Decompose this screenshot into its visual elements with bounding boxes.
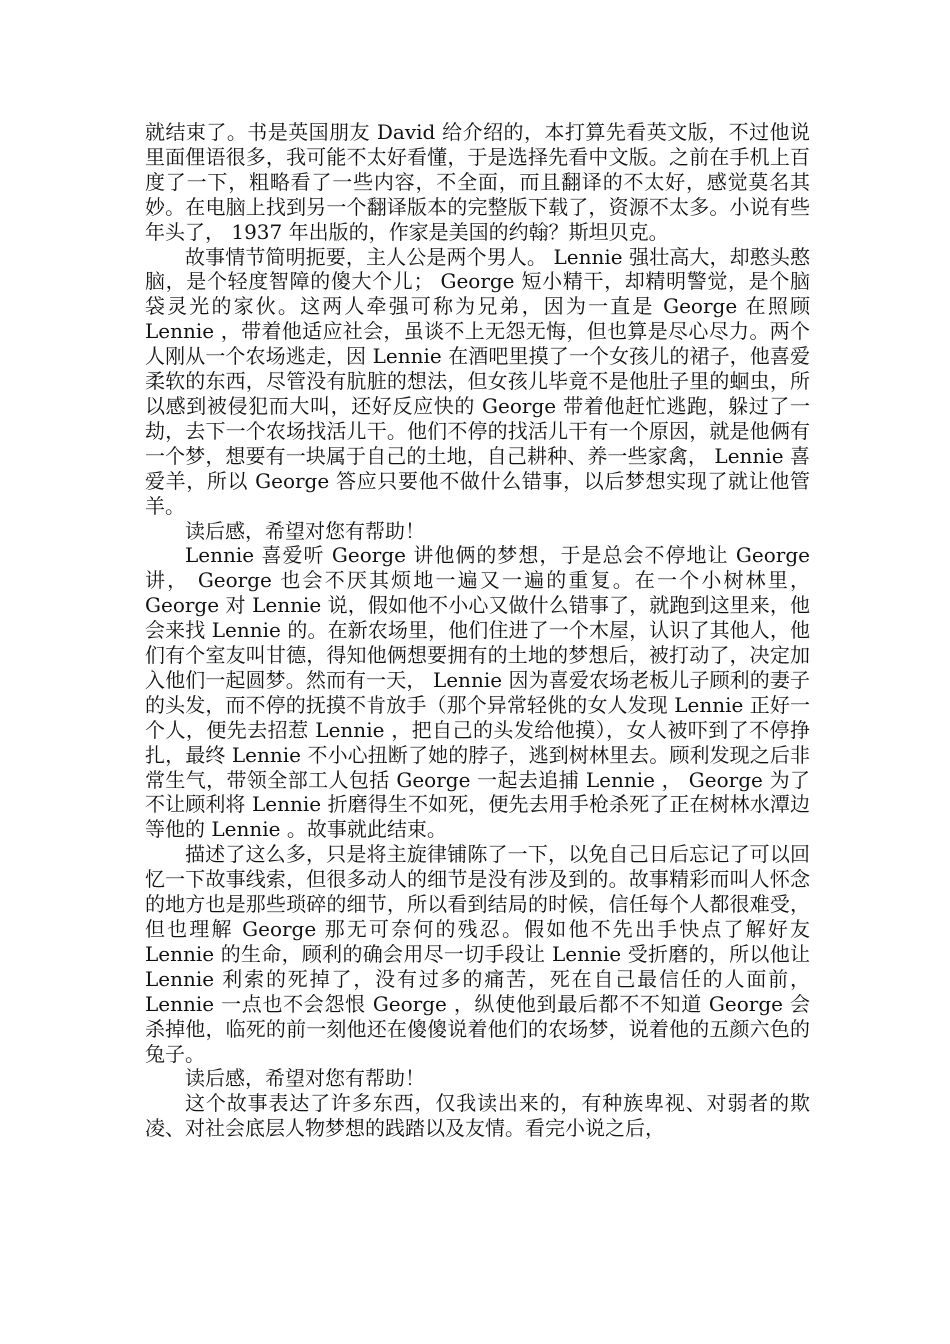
paragraph: 描述了这么多，只是将主旋律铺陈了一下，以免自己日后忘记了可以回忆一下故事线索，但很多动人的细节是没有涉及到的。故事精彩而叫人怀念的地方也是那些琐碎的细节，所以看到结局的时候，信任每个人都很难受，但也理解 George 那无可奈何的残忍。假如他不先出手快点了解好友 Lennie 的生命，顾利的确会用尽一切手段让 Lennie 受折磨的，所以他让 Lennie 利索的死掉了，没有过多的痛苦，死在自己最信任的人面前， Lennie 一点也不会怨恨 George ，纵使他到最后都不不知道 George 会杀掉他，临死的前一刻他还在傻傻说着他们的农场梦，说着他的五颜六色的兔子。 (145, 842, 810, 1066)
paragraph: 读后感，希望对您有帮助！ (185, 518, 425, 543)
paragraph: 就结束了。书是英国朋友 David 给介绍的，本打算先看英文版，不过他说里面俚语很多，我可能不太好看懂，于是选择先看中文版。之前在手机上百度了一下，粗略看了一些内容，不全面，而且翻译的不太好，感觉莫名其妙。在电脑上找到另一个翻译版本的完整版下载了，资源不太多。小说有些年头了， 1937 年出版的，作家是美国的约翰？斯坦贝克。 (145, 120, 810, 244)
document-body (145, 120, 810, 1141)
paragraph: 故事情节简明扼要，主人公是两个男人。 Lennie 强壮高大，却憨头憨脑，是个轻度智障的傻大个儿； George 短小精干，却精明警觉，是个脑袋灵光的家伙。这两人牵强可称为兄弟，因为一直是 George 在照顾 Lennie ，带着他适应社会，虽谈不上无怨无悔，但也算是尽心尽力。两个人刚从一个农场逃走，因 Lennie 在酒吧里摸了一个女孩儿的裙子，他喜爱柔软的东西，尽管没有肮脏的想法，但女孩儿毕竟不是他肚子里的蛔虫，所以感到被侵犯而大叫，还好反应快的 George 带着他赶忙逃跑，躲过了一劫，去下一个农场找活儿干。他们不停的找活儿干有一个原因，就是他俩有一个梦，想要有一块属于自己的土地，自己耕种、养一些家禽， Lennie 喜爱羊，所以 George 答应只要他不做什么错事，以后梦想实现了就让他管羊。 (145, 244, 810, 518)
paragraph: Lennie 喜爱听 George 讲他俩的梦想，于是总会不停地让 George 讲， George 也会不厌其烦地一遍又一遍的重复。在一个小树林里， George 对 Lennie 说，假如他不小心又做什么错事了，就跑到这里来，他会来找 Lennie 的。在新农场里，他们住进了一个木屋，认识了其他人，他们有个室友叫甘德，得知他俩想要拥有的土地的梦想后，被打动了，决定加入他们一起圆梦。然而有一天， Lennie 因为喜爱农场老板儿子顾利的妻子的头发，而不停的抚摸不肯放手（那个异常轻佻的女人发现 Lennie 正好一个人，便先去招惹 Lennie ，把自己的头发给他摸），女人被吓到了不停挣扎，最终 Lennie 不小心扭断了她的脖子，逃到树林里去。顾利发现之后非常生气，带领全部工人包括 George 一起去追捕 Lennie ， George 为了不让顾利将 Lennie 折磨得生不如死，便先去用手枪杀死了正在树林水潭边等他的 Lennie 。故事就此结束。 (145, 543, 810, 842)
paragraph: 读后感，希望对您有帮助！ (185, 1066, 425, 1091)
paragraph: 这个故事表达了许多东西，仅我读出来的，有种族卑视、对弱者的欺凌、对社会底层人物梦想的践踏以及友情。看完小说之后， (145, 1091, 810, 1141)
